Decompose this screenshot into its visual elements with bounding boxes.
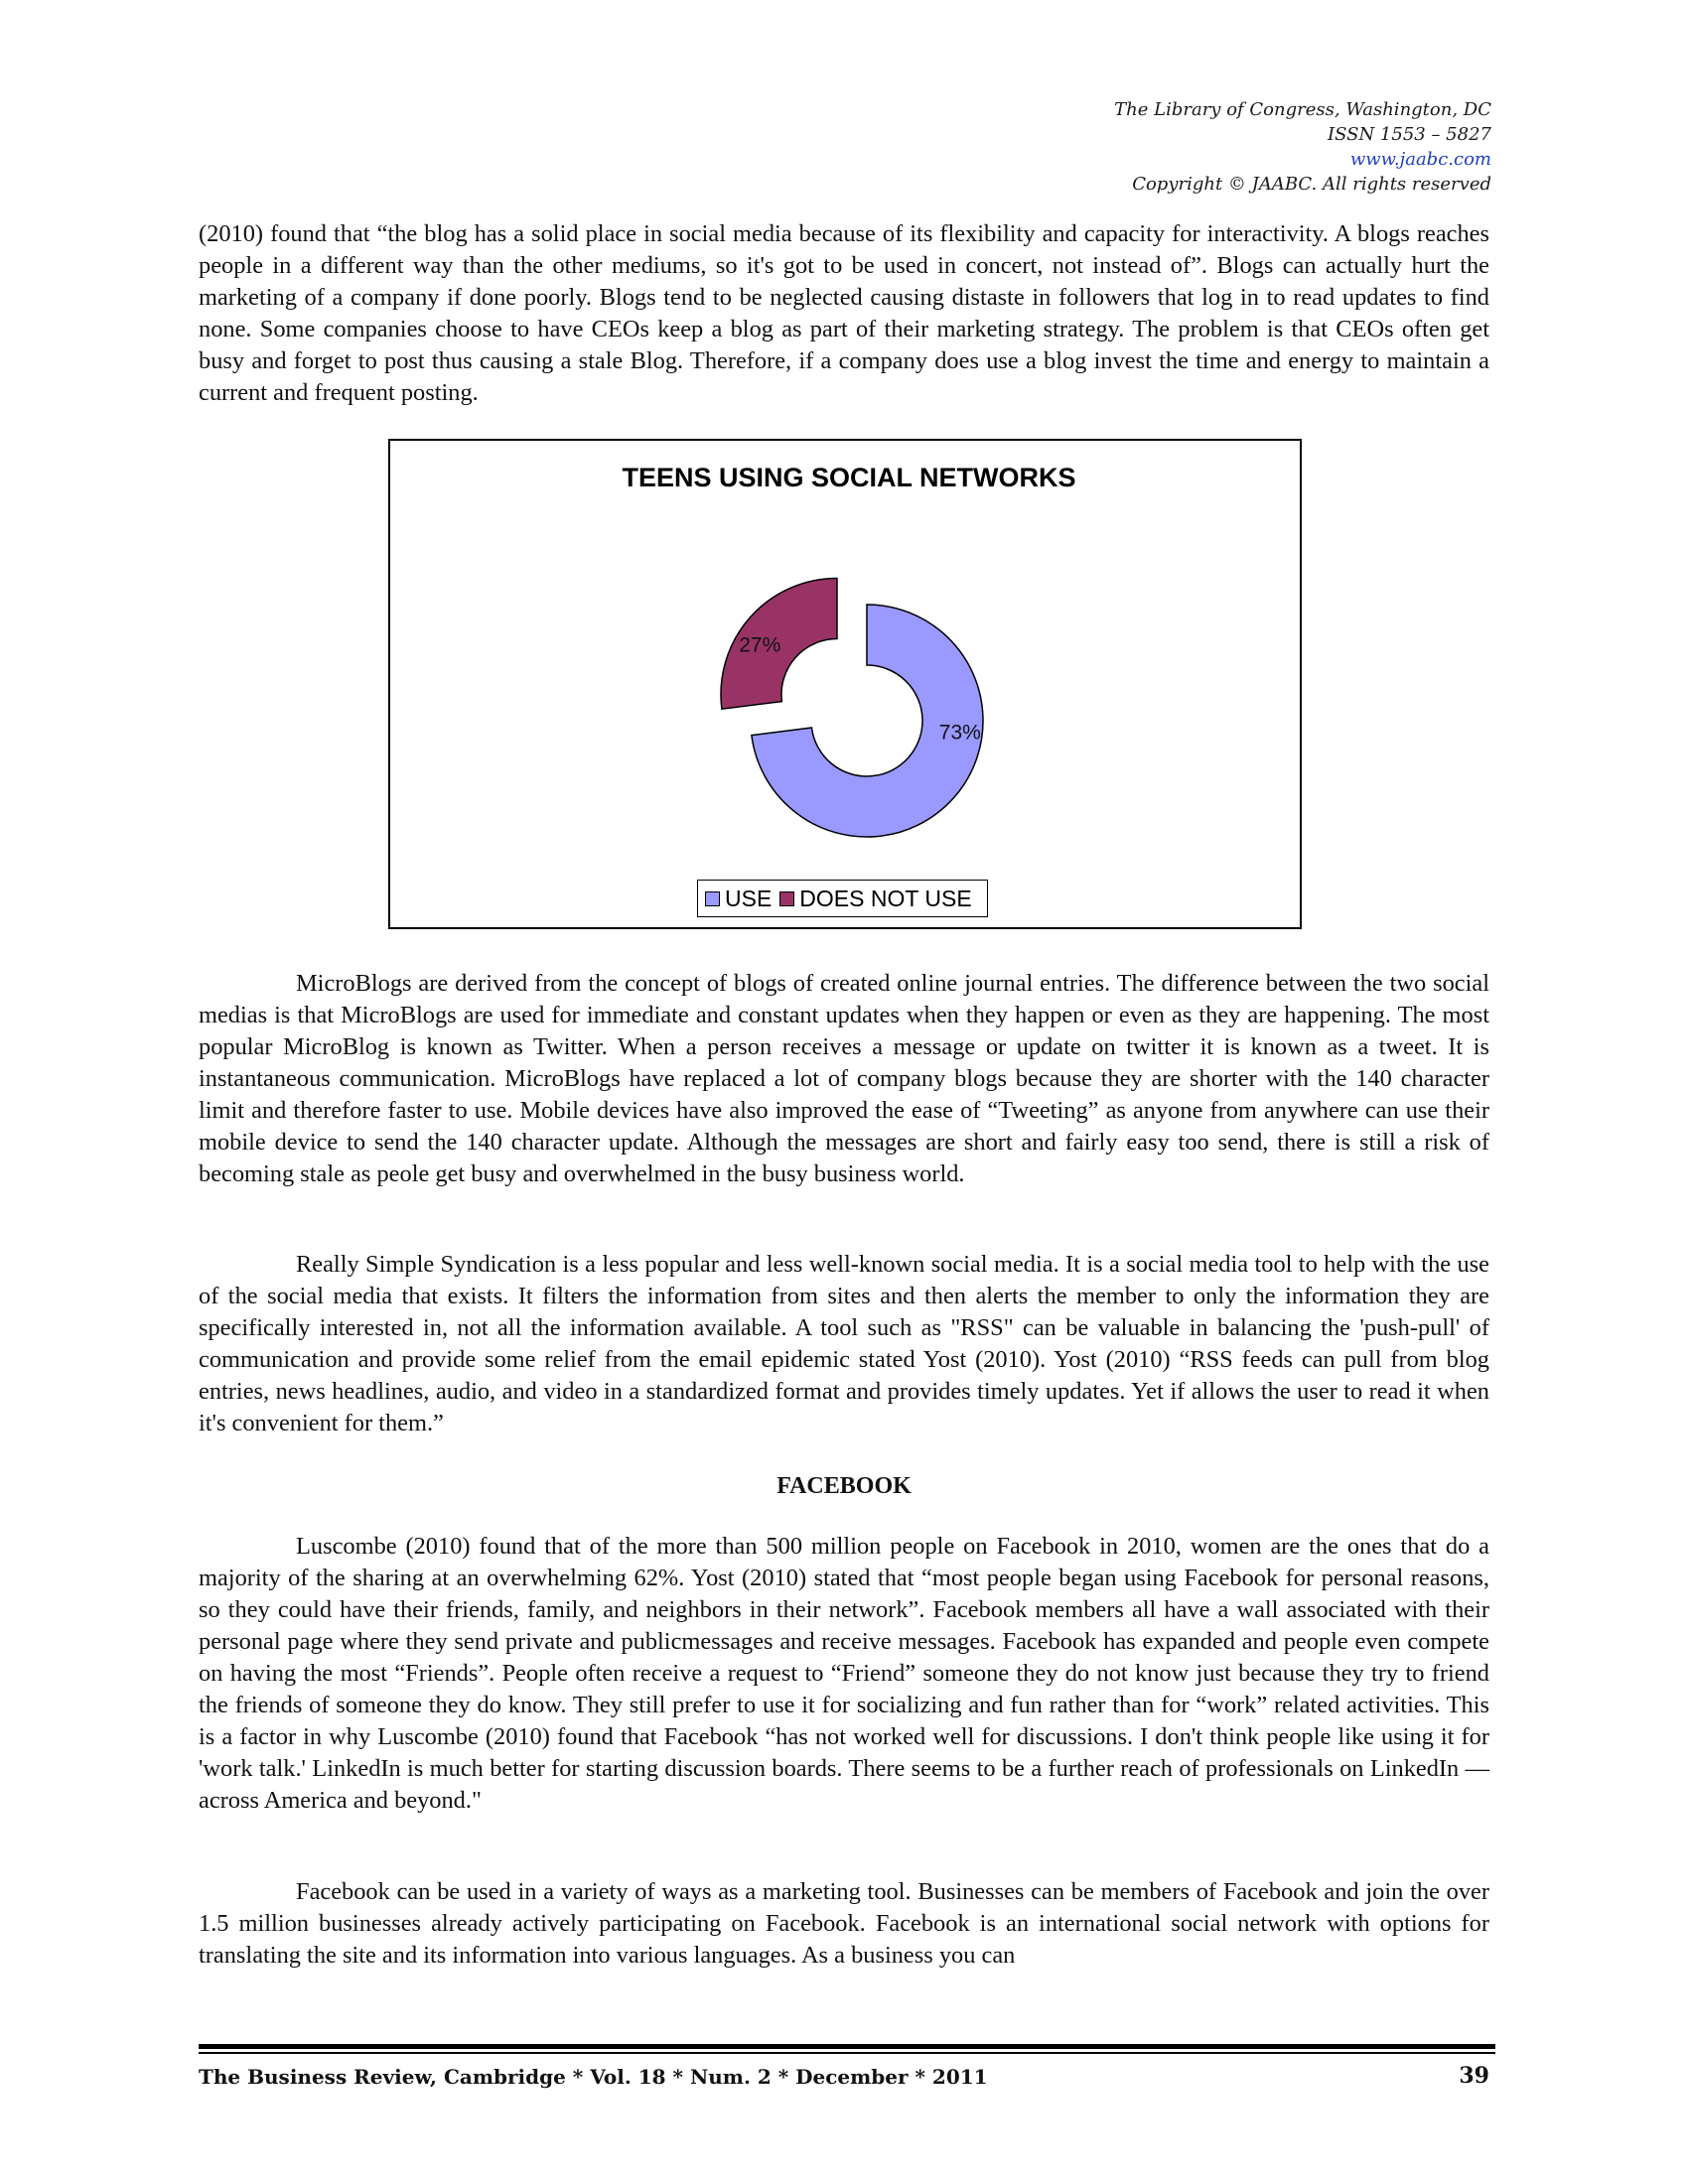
paragraph-blog-text: (2010) found that “the blog has a solid place in social media because of its flexibility and capacity for interactivity. A blogs reaches people in a different way than the other mediums, so it's got to be used in concert, not instead of”. Blogs can actually hurt the marketing of a company if done poorly. Blogs tend to be neglected causing distaste in followers that log in to read updates to find none. Some companies choose to have CEOs keep a blog as part of their marketing strategy. The problem is that CEOs often get busy and forget to post thus causing a stale Blog. Therefore, if a company does use a blog invest the time and energy to maintain a current and frequent posting. bbox=[199, 220, 1489, 406]
chart-legend bbox=[697, 880, 988, 917]
footer-journal-info: The Business Review, Cambridge * Vol. 18 * Num. 2 * December * 2011 bbox=[199, 2065, 988, 2089]
legend-item-does-not-use bbox=[779, 881, 971, 916]
slice-label-use: 73% bbox=[938, 721, 981, 745]
journal-header bbox=[1114, 97, 1491, 197]
paragraph-rss-text: Really Simple Syndication is a less popular and less well-known social media. It is a social media tool to help with the use of the social media that exists. It filters the information from sites and then alerts the member to only the information they are specifically interested in, not all the information available. A tool such as "RSS" can be valuable in balancing the 'push-pull' of communication and provide some relief from the email epidemic stated Yost (2010). Yost (2010) “RSS feeds can pull from blog entries, news headlines, audio, and video in a standardized format and provides timely updates. Yet if allows the user to read it when it's convenient for them.” bbox=[199, 1251, 1489, 1436]
header-library: The Library of Congress, Washington, DC bbox=[1114, 99, 1491, 120]
legend-label-does-not-use: DOES NOT USE bbox=[799, 886, 972, 911]
pie-chart bbox=[388, 439, 1302, 929]
chart-slices bbox=[721, 579, 983, 837]
header-issn: ISSN 1553 – 5827 bbox=[1328, 124, 1491, 145]
legend-item-use bbox=[705, 881, 772, 916]
footer-rule-thin bbox=[199, 2052, 1495, 2054]
paragraph-facebook-1 bbox=[199, 1531, 1489, 1817]
legend-label-use: USE bbox=[725, 886, 773, 911]
paragraph-blog bbox=[199, 218, 1489, 409]
paragraph-rss bbox=[199, 1249, 1489, 1439]
chart-title: TEENS USING SOCIAL NETWORKS bbox=[622, 463, 1076, 492]
slice-label-does-not-use: 27% bbox=[739, 633, 781, 657]
header-copyright: Copyright © JAABC. All rights reserved bbox=[1132, 174, 1491, 195]
footer-rule-thick bbox=[199, 2044, 1495, 2049]
paragraph-microblogs-text: MicroBlogs are derived from the concept of blogs of created online journal entries. The difference between the two social medias is that MicroBlogs are used for immediate and constant updates when they happen or even as they are happening. The most popular MicroBlog is known as Twitter. When a person receives a message or update on twitter it is known as a tweet. It is instantaneous communication. MicroBlogs have replaced a lot of company blogs because they are shorter with the 140 character limit and therefore faster to use. Mobile devices have also improved the ease of “Tweeting” as anyone from anywhere can use their mobile device to send the 140 character update. Although the messages are short and fairly easy too send, there is still a risk of becoming stale as peole get busy and overwhelmed in the busy business world. bbox=[199, 970, 1489, 1187]
legend-swatch-does-not-use bbox=[779, 891, 794, 906]
paragraph-facebook-2-text: Facebook can be used in a variety of ways as a marketing tool. Businesses can be members of Facebook and join the over 1.5 million businesses already actively participating on Facebook. Facebook is an international social network with options for translating the site and its information into various languages. As a business you can bbox=[199, 1878, 1489, 1969]
journal-footer bbox=[199, 2065, 1489, 2089]
page-number: 39 bbox=[1459, 2063, 1489, 2089]
legend-swatch-use bbox=[705, 891, 720, 906]
header-url-link[interactable]: www.jaabc.com bbox=[1349, 149, 1491, 170]
section-heading-facebook: FACEBOOK bbox=[776, 1473, 912, 1499]
paragraph-facebook-2 bbox=[199, 1876, 1489, 1972]
paragraph-facebook-1-text: Luscombe (2010) found that of the more than 500 million people on Facebook in 2010, women are the ones that do a majority of the sharing at an overwhelming 62%. Yost (2010) stated that “most people began using Facebook for personal reasons, so they could have their friends, family, and neighbors in their network”. Facebook members all have a wall associated with their personal page where they send private and publicmessages and receive messages. Facebook has expanded and people even compete on having the most “Friends”. People often receive a request to “Friend” someone they do not know just because they try to friend the friends of someone they do know. They still prefer to use it for socializing and fun rather than for “work” related activities. This is a factor in why Luscombe (2010) found that Facebook “has not worked well for discussions. I don't think people like using it for 'work talk.' LinkedIn is much better for starting discussion boards. There seems to be a further reach of professionals on LinkedIn — across America and beyond." bbox=[199, 1533, 1489, 1814]
paragraph-microblogs bbox=[199, 968, 1489, 1190]
chart-canvas bbox=[390, 441, 1300, 927]
